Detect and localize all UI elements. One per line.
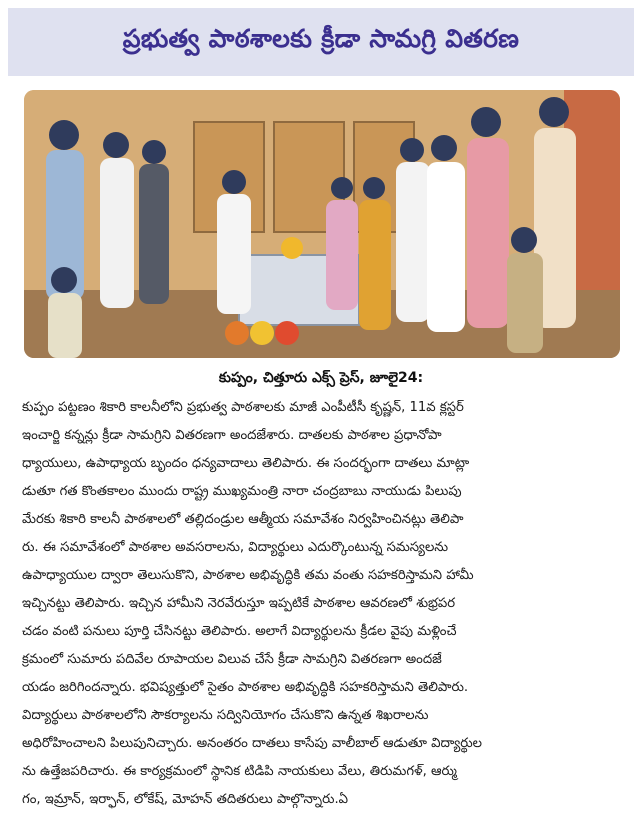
body-line: ఇచ్చినట్టు తెలిపారు. ఇచ్చిన హామీని నెరవేరుస్తూ ఇప్పటికే పాఠశాల ఆవరణలో శుభ్రపర [22,596,456,611]
body-line: కుప్పం పట్టణం శికారి కాలనీలోని ప్రభుత్వ పాఠశాలకు మాజీ ఎంపీటీసీ కృష్ణన్, 11వ క్లస్టర్ [22,400,464,415]
body-line: గం, ఇమ్రాన్, ఇర్ఫాన్, లోకేష్, మోహన్ తదితరులు పాల్గొన్నారు.ఏ [22,792,349,807]
body-line: ఉపాధ్యాయుల ద్వారా తెలుసుకొని, పాఠశాల అభివృద్ధికి తమ వంతు సహకరిస్తామని హామీ [22,568,474,583]
headline: ప్రభుత్వ పాఠశాలకు క్రీడా సామగ్రి వితరణ [122,24,520,53]
news-photo [24,90,620,358]
body-line: యడం జరిగిందన్నారు. భవిష్యత్తులో సైతం పాఠశాల అభివృద్ధికి సహకరిస్తామని తెలిపారు. [22,680,469,695]
body-line: ఇంచార్జి కన్నన్లు క్రీడా సామగ్రిని వితరణగా అందజేశారు. దాతలకు పాఠశాల ప్రధానోపా [22,428,442,443]
body-line: అధిరోహించాలని పిలుపునిచ్చారు. అనంతరం దాతలు కాసేపు వాలీబాల్ ఆడుతూ విద్యార్థుల [22,736,482,751]
body-line: డుతూ గత కొంతకాలం ముందు రాష్ట్ర ముఖ్యమంత్రి నారా చంద్రబాబు నాయుడు పిలుపు [22,484,462,499]
body-line: చడం వంటి పనులు పూర్తి చేసినట్టు తెలిపారు. అలాగే విద్యార్థులను క్రీడల వైపు మళ్లించే [22,624,457,639]
body-line: ను ఉత్తేజపరిచారు. ఈ కార్యక్రమంలో స్థానిక టిడిపి నాయకులు వేలు, తిరుమగళ్, ఆర్ము [22,764,457,779]
headline-banner [8,8,634,76]
dateline: కుప్పం, చిత్తూరు ఎక్స్ ప్రెస్, జూలై24: [218,370,424,386]
body-line: ధ్యాయులు, ఉపాధ్యాయ బృందం ధన్యవాదాలు తెలిపారు. ఈ సందర్భంగా దాతలు మాట్లా [22,456,470,471]
body-line: రు. ఈ సమావేశంలో పాఠశాల అవసరాలను, విద్యార్థులు ఎదుర్కొంటున్న సమస్యలను [22,540,449,555]
body-line: విద్యార్థులు పాఠశాలలోని సౌకర్యాలను సద్వినియోగం చేసుకొని ఉన్నత శిఖరాలను [22,708,429,723]
photo-illustration [24,90,620,358]
body-line: మేరకు శికారి కాలనీ పాఠశాలలో తల్లిదండ్రుల ఆత్మీయ సమావేశం నిర్వహించినట్లు తెలిపా [22,512,464,527]
article-body [22,394,622,814]
body-line: క్రమంలో సుమారు పదివేల రూపాయల విలువ చేసే క్రీడా సామగ్రిని వితరణగా అందజే [22,652,442,667]
